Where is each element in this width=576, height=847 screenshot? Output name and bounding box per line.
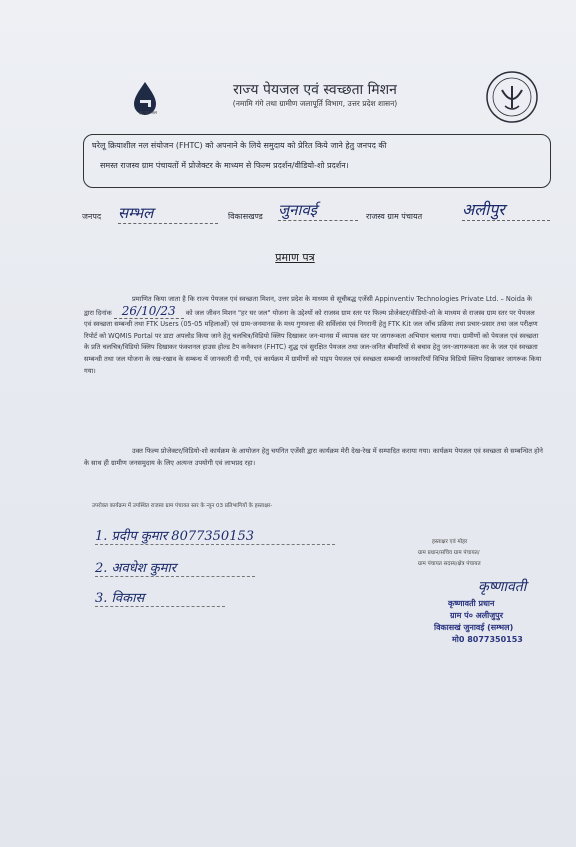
attendee-2: 2. अवधेश कुमार: [95, 558, 255, 577]
body-details: को जल जीवन मिशन "हर घर जल" योजना के उद्देश्यों को राजस्व ग्राम स्तर पर फिल्म प्रोजेक्टर/वीडियो-शो के माध्यम से राजस्व ग्राम स्तर पर पेयजल एवं स्वच्छता सम्बन्धी तथा FTK Users (05-05 महिलाओं) एवं ग्राम-जनमानस के मध्य गुणवत्ता की सर्विलांस एवं निगरानी हेतु FTK Kit जल जाँच प्रक्रिया तथा प्रचार-प्रसार तथा जल परीक्षण रिपोर्ट को WQMIS Portal पर डाटा अपलोड किया जाने हेतु चलचित्र/विडियो क्लिप दिखाकर जन-मानस में व्यापक स्तर पर जागरूकता अभियान चलाया गया। ग्रामीणों को पेयजल एवं स्वच्छता के प्रति चलचित्र/विडियो क्लिप दिखाकर फंक्शनल हाउस होल्ड टैप कनेक्शन (FHTC) शुद्ध एवं सुरक्षित पेयजल तथा जल-जनित बीमारियों से बचाव हेतु जन-जागरूकता कर के जल एवं स्वच्छता सम्बन्धी तथा जल योजना के रख-रखाव के सम्बन्ध में जानकारी दी गयी, एवं कार्यक्रम में ग्रामीणों को पाइप पेयजल एवं स्वच्छता सम्बन्धी जानकारियाँ विभिन्न विडियो क्लिप दिखाकर जागरूक किया गया।: [84, 308, 542, 375]
up-emblem: [485, 70, 539, 124]
jal-jeevan-logo: [120, 78, 170, 138]
notice-line-2: समस्त राजस्व ग्राम पंचायतों में प्रोजेक्टर के माध्यम से फिल्म प्रदर्शन/वीडियो-शो प्रदर्शन।: [100, 161, 349, 170]
document-title: प्रमाण पत्र: [275, 251, 315, 264]
village-label: राजस्व ग्राम पंचायत: [366, 212, 423, 221]
block-label: विकासखण्ड: [228, 212, 263, 221]
notice-line-1: घरेलू क्रियाशील नल संयोजन (FHTC) को अपनाने के लिये समुदाय को प्रेरित किये जाने हेतु जनपद की: [92, 141, 387, 150]
stamp-mobile: मो0 8077350153: [452, 635, 523, 644]
mission-title: राज्य पेयजल एवं स्वच्छता मिशन: [233, 82, 397, 98]
stamp-block: विकासखं जुनावई (सम्भल): [434, 623, 514, 632]
village-value: अलीपुर: [462, 198, 550, 221]
stamp-village: ग्राम पं० अलीजुपुर: [450, 611, 504, 620]
event-date: 26/10/23: [114, 304, 184, 319]
logo-tagline: हर घर जल: [139, 111, 157, 116]
stamp-name: कृष्णावती प्रधान: [448, 599, 495, 608]
pradhan-signature: कृष्णावती: [478, 579, 527, 595]
attendee-1: 1. प्रदीप कुमार 8077350153: [95, 526, 335, 545]
district-value: सम्भल: [118, 203, 218, 224]
body-paragraph-2: उक्त फिल्म प्रोजेक्टर/विडियो-शो कार्यक्रम के आयोजन हेतु चयनित एजेंसी द्वारा कार्यक्रम मेरी देख-रेख में सम्पादित कराया गया। कार्यक्रम पेयजल एवं स्वच्छता से सम्बन्धित होने के साथ ही ग्रामीण जनसमुदाय के लिए अत्यन्त उपयोगी एवं लाभप्रद रहा।: [84, 447, 543, 467]
attendee-3: 3. विकास: [95, 588, 225, 607]
body-paragraph-1: [84, 294, 544, 377]
body-intro: प्रमाणित किया जाता है कि राज्य पेयजल एवं स्वच्छता मिशन, उत्तर प्रदेश के माध्यम से सूचीबद्ध एजेंसी Appinventiv Technologies Private Ltd. – Noida के द्वारा दिनांक: [84, 295, 533, 317]
block-value: जुनावई: [278, 200, 358, 221]
district-label: जनपद: [82, 212, 102, 221]
sign-seal-label: हस्ताक्षर एवं मोहर: [432, 539, 468, 545]
attendees-intro: उपरोक्त कार्यक्रम में उपस्थित राजस्व ग्राम पंचायत स्तर के न्यून 03 प्रतिभागियों के हस्ताक्षर-: [92, 503, 273, 509]
mission-subtitle: (नमामि गंगे तथा ग्रामीण जलापूर्ति विभाग, उत्तर प्रदेश शासन): [232, 99, 398, 108]
signatory-role-2: ग्राम पंचायत सदस्य/क्षेत्र पंचायत: [418, 561, 481, 567]
signatory-role-1: ग्राम प्रधान/सचिव ग्राम पंचायत/: [418, 550, 480, 556]
